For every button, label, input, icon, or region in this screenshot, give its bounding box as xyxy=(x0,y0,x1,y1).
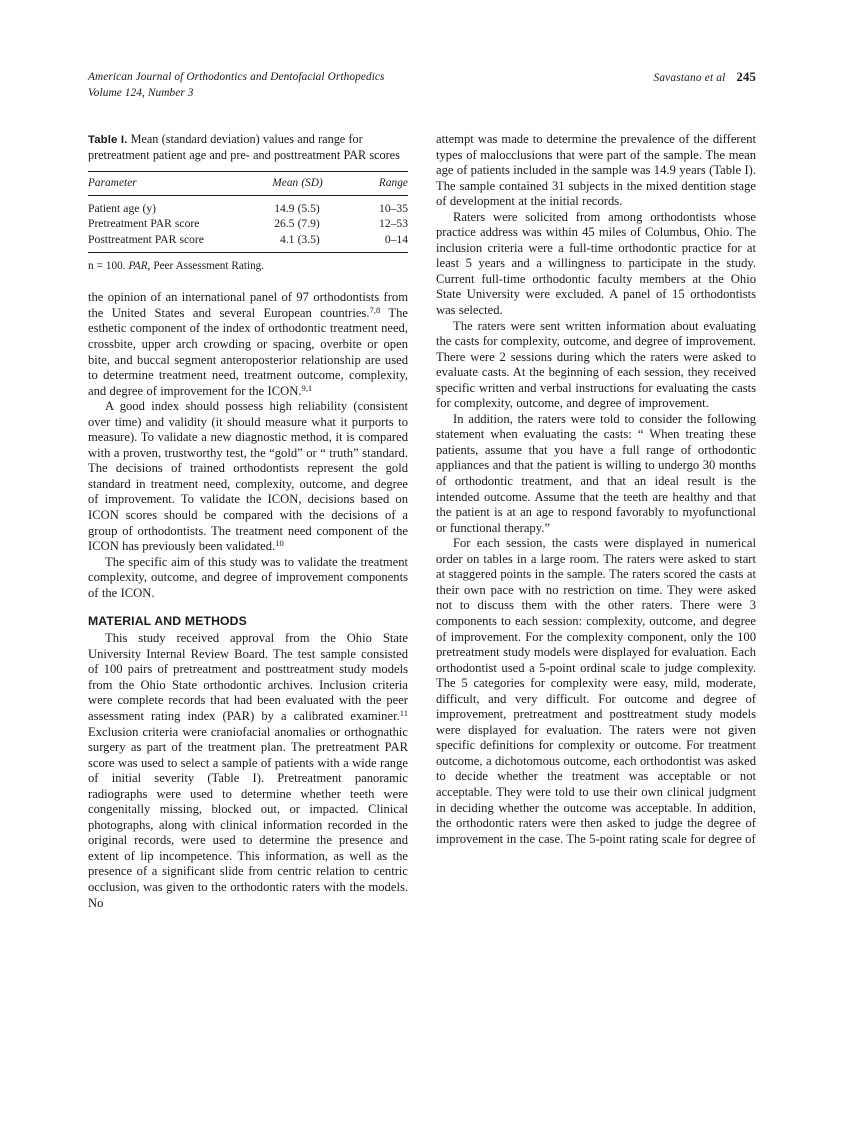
table-row xyxy=(88,232,408,252)
para-text: A good index should possess high reliability (consistent over time) and validity (it should measure what it purports to measure). To validate a new diagnostic method, it is compared with a proven, trustworthy test, the “gold” or “ truth” standard. The decisions of trained orthodontists represent the gold standard in treatment need, complexity, outcome, and degree of improvement. To validate the ICON, decisions based on ICON scores should be compared with the decisions of a group of orthodontists. The treatment need component of the ICON has previously been validated. xyxy=(88,399,408,554)
paragraph-icon-components xyxy=(88,290,408,399)
table-note-abbrev: PAR, xyxy=(128,260,151,273)
paragraph-study-aim: The specific aim of this study was to validate the treatment complexity, outcome, and degree of improvement components of the ICON. xyxy=(88,554,408,600)
right-column xyxy=(436,132,756,847)
cell-range: 12–53 xyxy=(379,217,408,231)
page-number: 245 xyxy=(736,70,756,84)
column-header-mean-sd: Mean (SD) xyxy=(254,171,340,196)
paragraph-index-reliability xyxy=(88,399,408,554)
par-scores-table xyxy=(88,171,408,253)
reference-marker: 7,8 xyxy=(369,304,381,315)
cell-mean-sd: 14.9 (5.5) xyxy=(274,202,320,216)
section-heading-material-and-methods: MATERIAL AND METHODS xyxy=(88,614,247,629)
running-head-right xyxy=(653,70,756,85)
table-note-suffix: Peer Assessment Rating. xyxy=(150,260,265,273)
cell-parameter: Patient age (y) xyxy=(88,202,157,216)
para-text: the opinion of an international panel of 97 orthodontists from the United States and several European countries. xyxy=(88,290,408,320)
para-text: Exclusion criteria were craniofacial anomalies or orthognathic surgery as part of the treatment plan. The pretreatment PAR score was used to select a sample of patients with a wide range of initial severity (Table I). Pretreatment panoramic radiographs were used to determine whether teeth were congenitally missing, blocked out, or impacted. Clinical photographs, along with clinical information recorded in the original records, were used to determine the presence and extent of lip incompetence. This information, as well as the presence of a significant slide from centric relation to centric occlusion, was given to the orthodontic raters with the models. No xyxy=(88,724,408,910)
paragraph-methods-sample xyxy=(88,631,408,911)
running-head xyxy=(88,70,756,101)
table-block xyxy=(88,132,408,273)
table-row xyxy=(88,217,408,232)
paragraph-rater-statement: In addition, the raters were told to consider the following statement when evaluating the casts: “ When treating these patients, assume that you have a full range of orthodontic appliances and that the patient is willing to undergo 30 months of orthodontic treatment, and that an ideal result is the intended outcome. Assume that the teeth are healthy and that the patient is at an age to respond favorably to myofunctional or functional therapy.” xyxy=(436,411,756,535)
journal-title-block xyxy=(88,70,385,101)
cell-range: 0–14 xyxy=(384,232,408,246)
para-text: This study received approval from the Ohio State University Internal Review Board. The test sample consisted of 100 pairs of pretreatment and posttreatment study models from the Ohio State orthodontic archives. Inclusion criteria were complete records that had been evaluated with the peer assessment rating index (PAR) by a calibrated examiner. xyxy=(88,631,408,723)
left-column xyxy=(88,132,408,911)
table-note-prefix: n = 100. xyxy=(88,260,129,273)
column-header-parameter: Parameter xyxy=(88,171,254,196)
journal-title: American Journal of Orthodontics and Dentofacial Orthopedics xyxy=(88,71,385,83)
table-bottom-rule xyxy=(88,252,408,253)
table-footnote xyxy=(88,259,408,273)
column-header-range: Range xyxy=(341,171,408,196)
paragraph-rater-instructions: The raters were sent written information about evaluating the casts for complexity, outcome, and degree of improvement. There were 2 sessions during which the raters were asked to evaluate casts. At the beginning of each session, they received specific written and verbal instructions for evaluating the casts for complexity, outcome, and degree of improvement. xyxy=(436,318,756,411)
author-running-head: Savastano et al xyxy=(653,72,726,84)
cell-parameter: Pretreatment PAR score xyxy=(88,217,200,231)
cell-parameter: Posttreatment PAR score xyxy=(88,232,204,246)
cell-range: 10–35 xyxy=(379,202,408,216)
paragraph-session-procedure: For each session, the casts were displayed in numerical order on tables in a large room. The raters were asked to start at staggered points in the sample. The raters scored the casts at their own pace with no restriction on time. They were asked not to discuss them with the other raters. There were 3 components to each session: complexity, outcome, and degree of improvement. For the complexity component, only the 100 pretreatment study models were displayed for evaluation. Each orthodontist used a 5-point ordinal scale to judge complexity. The 5 categories for complexity were easy, mild, moderate, difficult, and very difficult. For outcome and degree of improvement, pretreatment and posttreatment study models were displayed for evaluation. The raters were not given specific definitions for complexity or outcome. For treatment outcome, a dichotomous outcome, each orthodontist was asked to decide whether the treatment was acceptable or not acceptable. They were told to use their own clinical judgment in deciding whether the outcome was acceptable. In addition, the orthodontic raters were then asked to judge the degree of improvement in the case. The 5-point rating scale for degree of xyxy=(436,536,756,846)
paragraph-rater-recruitment: Raters were solicited from among orthodontists whose practice address was within 45 miles of Columbus, Ohio. The inclusion criteria were a full-time orthodontic practice for at least 5 years and a willingness to participate in the study. Current full-time orthodontic faculty members at the Ohio State University were excluded. A panel of 15 orthodontists was selected. xyxy=(436,209,756,318)
table-row xyxy=(88,196,408,217)
table-header-row xyxy=(88,171,408,196)
paragraph-sample-description: attempt was made to determine the prevalence of the different types of malocclusions that were part of the sample. The mean age of patients included in the sample was 14.9 years (Table I). The sample contained 31 subjects in the mixed dentition stage of development at the initial records. xyxy=(436,132,756,209)
reference-marker: 11 xyxy=(399,707,408,718)
table-caption-text: Mean (standard deviation) values and range for pretreatment patient age and pre- and posttreatment PAR scores xyxy=(88,132,400,163)
cell-mean-sd: 26.5 (7.9) xyxy=(274,217,320,231)
journal-volume-issue: Volume 124, Number 3 xyxy=(88,86,194,99)
reference-marker: 10 xyxy=(275,537,284,548)
cell-mean-sd: 4.1 (3.5) xyxy=(279,232,320,246)
para-text: The esthetic component of the index of orthodontic treatment need, crossbite, upper arch crowding or spacing, overbite or open bite, and buccal segment anteroposterior relationship are used to determine treatment need, treatment outcome, complexity, and degree of improvement for the ICON. xyxy=(88,305,408,398)
table-caption xyxy=(88,132,408,164)
table-label: Table I. xyxy=(88,134,128,146)
reference-marker: 9,1 xyxy=(301,382,313,393)
